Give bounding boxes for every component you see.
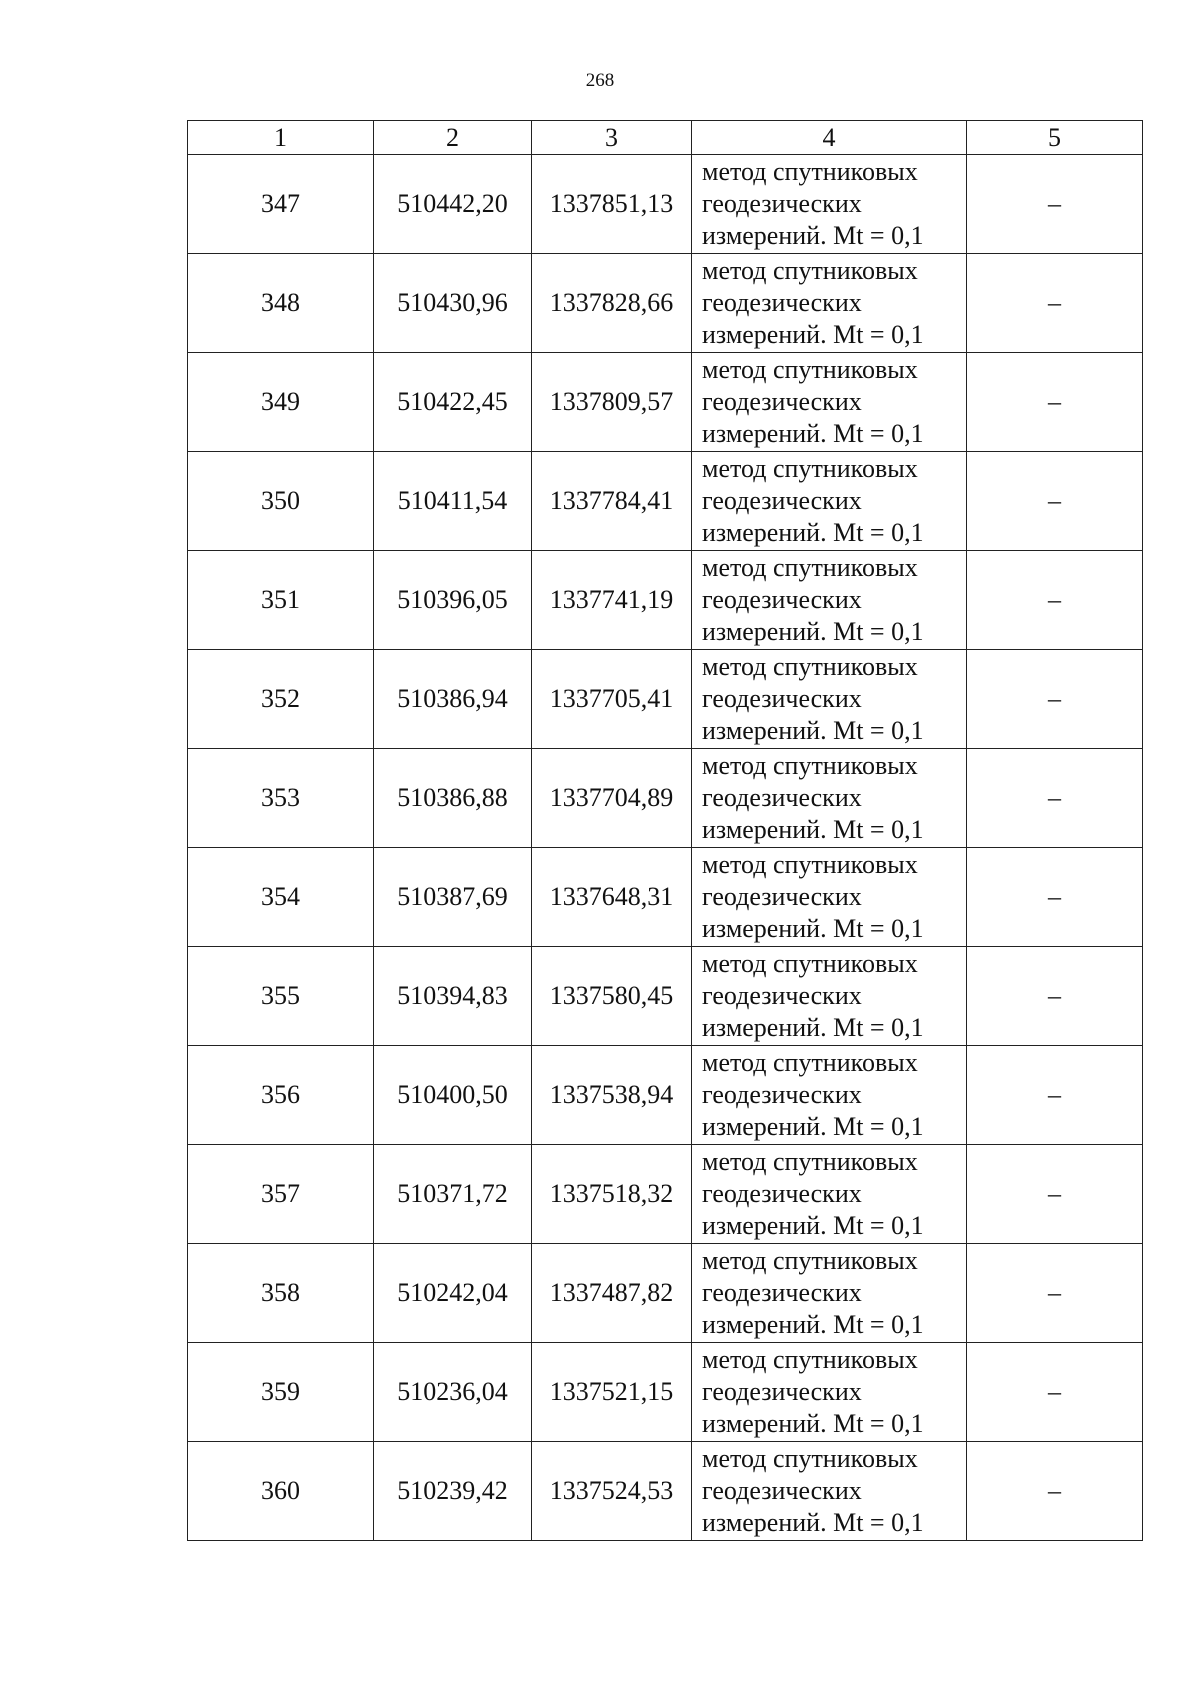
note-cell: – — [967, 452, 1143, 551]
method-line: метод спутниковых — [702, 157, 918, 186]
method-line: измерений. Mt = 0,1 — [702, 518, 924, 547]
method-line: метод спутниковых — [702, 652, 918, 681]
method-cell — [692, 650, 967, 749]
x-coordinate-cell: 510396,05 — [374, 551, 532, 650]
column-header-5: 5 — [967, 121, 1143, 155]
method-line: метод спутниковых — [702, 1048, 918, 1077]
table-row — [188, 848, 1143, 947]
table-row — [188, 551, 1143, 650]
method-line: метод спутниковых — [702, 949, 918, 978]
method-line: геодезических — [702, 387, 862, 416]
method-cell — [692, 848, 967, 947]
method-line: геодезических — [702, 585, 862, 614]
table-header-row — [188, 121, 1143, 155]
y-coordinate-cell: 1337784,41 — [532, 452, 692, 551]
method-cell — [692, 551, 967, 650]
method-line: геодезических — [702, 1476, 862, 1505]
page-number: 268 — [585, 70, 615, 91]
note-cell: – — [967, 947, 1143, 1046]
method-line: метод спутниковых — [702, 256, 918, 285]
method-line: геодезических — [702, 882, 862, 911]
method-line: геодезических — [702, 486, 862, 515]
note-cell: – — [967, 1442, 1143, 1541]
point-number-cell: 350 — [188, 452, 374, 551]
method-line: метод спутниковых — [702, 1444, 918, 1473]
method-line: метод спутниковых — [702, 1345, 918, 1374]
method-line: измерений. Mt = 0,1 — [702, 617, 924, 646]
x-coordinate-cell: 510236,04 — [374, 1343, 532, 1442]
table-row — [188, 254, 1143, 353]
note-cell: – — [967, 749, 1143, 848]
table-row — [188, 1343, 1143, 1442]
table-row — [188, 1244, 1143, 1343]
x-coordinate-cell: 510371,72 — [374, 1145, 532, 1244]
method-line: метод спутниковых — [702, 850, 918, 879]
method-line: геодезических — [702, 189, 862, 218]
method-line: геодезических — [702, 684, 862, 713]
method-line: измерений. Mt = 0,1 — [702, 914, 924, 943]
note-cell: – — [967, 650, 1143, 749]
method-line: измерений. Mt = 0,1 — [702, 1112, 924, 1141]
method-line: геодезических — [702, 981, 862, 1010]
method-cell — [692, 749, 967, 848]
method-line: метод спутниковых — [702, 454, 918, 483]
method-cell — [692, 353, 967, 452]
point-number-cell: 348 — [188, 254, 374, 353]
x-coordinate-cell: 510442,20 — [374, 155, 532, 254]
method-line: метод спутниковых — [702, 1147, 918, 1176]
y-coordinate-cell: 1337851,13 — [532, 155, 692, 254]
x-coordinate-cell: 510242,04 — [374, 1244, 532, 1343]
x-coordinate-cell: 510386,94 — [374, 650, 532, 749]
method-cell — [692, 1046, 967, 1145]
y-coordinate-cell: 1337487,82 — [532, 1244, 692, 1343]
x-coordinate-cell: 510411,54 — [374, 452, 532, 551]
x-coordinate-cell: 510430,96 — [374, 254, 532, 353]
table-row — [188, 1046, 1143, 1145]
method-line: метод спутниковых — [702, 355, 918, 384]
method-line: геодезических — [702, 1080, 862, 1109]
method-cell — [692, 452, 967, 551]
method-line: измерений. Mt = 0,1 — [702, 221, 924, 250]
table-row — [188, 452, 1143, 551]
point-number-cell: 354 — [188, 848, 374, 947]
method-line: геодезических — [702, 288, 862, 317]
point-number-cell: 356 — [188, 1046, 374, 1145]
table-row — [188, 947, 1143, 1046]
point-number-cell: 351 — [188, 551, 374, 650]
coordinates-table — [187, 120, 1143, 1541]
point-number-cell: 353 — [188, 749, 374, 848]
point-number-cell: 360 — [188, 1442, 374, 1541]
note-cell: – — [967, 848, 1143, 947]
method-cell — [692, 1145, 967, 1244]
method-line: метод спутниковых — [702, 751, 918, 780]
y-coordinate-cell: 1337741,19 — [532, 551, 692, 650]
x-coordinate-cell: 510239,42 — [374, 1442, 532, 1541]
method-line: измерений. Mt = 0,1 — [702, 419, 924, 448]
y-coordinate-cell: 1337705,41 — [532, 650, 692, 749]
method-cell — [692, 1343, 967, 1442]
y-coordinate-cell: 1337648,31 — [532, 848, 692, 947]
method-line: геодезических — [702, 783, 862, 812]
x-coordinate-cell: 510394,83 — [374, 947, 532, 1046]
point-number-cell: 359 — [188, 1343, 374, 1442]
table-row — [188, 650, 1143, 749]
table-row — [188, 1145, 1143, 1244]
method-line: измерений. Mt = 0,1 — [702, 1310, 924, 1339]
table-row — [188, 353, 1143, 452]
x-coordinate-cell: 510386,88 — [374, 749, 532, 848]
point-number-cell: 347 — [188, 155, 374, 254]
method-line: измерений. Mt = 0,1 — [702, 1508, 924, 1537]
method-cell — [692, 1244, 967, 1343]
note-cell: – — [967, 1046, 1143, 1145]
x-coordinate-cell: 510400,50 — [374, 1046, 532, 1145]
x-coordinate-cell: 510387,69 — [374, 848, 532, 947]
y-coordinate-cell: 1337704,89 — [532, 749, 692, 848]
method-line: измерений. Mt = 0,1 — [702, 1409, 924, 1438]
method-line: геодезических — [702, 1179, 862, 1208]
y-coordinate-cell: 1337809,57 — [532, 353, 692, 452]
note-cell: – — [967, 353, 1143, 452]
method-cell — [692, 947, 967, 1046]
y-coordinate-cell: 1337580,45 — [532, 947, 692, 1046]
point-number-cell: 357 — [188, 1145, 374, 1244]
y-coordinate-cell: 1337828,66 — [532, 254, 692, 353]
y-coordinate-cell: 1337518,32 — [532, 1145, 692, 1244]
method-cell — [692, 155, 967, 254]
column-header-3: 3 — [532, 121, 692, 155]
method-line: измерений. Mt = 0,1 — [702, 320, 924, 349]
note-cell: – — [967, 1244, 1143, 1343]
y-coordinate-cell: 1337524,53 — [532, 1442, 692, 1541]
point-number-cell: 352 — [188, 650, 374, 749]
column-header-1: 1 — [188, 121, 374, 155]
column-header-2: 2 — [374, 121, 532, 155]
method-line: метод спутниковых — [702, 553, 918, 582]
method-cell — [692, 254, 967, 353]
note-cell: – — [967, 1145, 1143, 1244]
method-line: измерений. Mt = 0,1 — [702, 1013, 924, 1042]
table-row — [188, 1442, 1143, 1541]
method-cell — [692, 1442, 967, 1541]
note-cell: – — [967, 155, 1143, 254]
method-line: геодезических — [702, 1278, 862, 1307]
method-line: геодезических — [702, 1377, 862, 1406]
x-coordinate-cell: 510422,45 — [374, 353, 532, 452]
note-cell: – — [967, 551, 1143, 650]
table-row — [188, 155, 1143, 254]
point-number-cell: 358 — [188, 1244, 374, 1343]
method-line: метод спутниковых — [702, 1246, 918, 1275]
note-cell: – — [967, 1343, 1143, 1442]
y-coordinate-cell: 1337538,94 — [532, 1046, 692, 1145]
table-row — [188, 749, 1143, 848]
method-line: измерений. Mt = 0,1 — [702, 716, 924, 745]
method-line: измерений. Mt = 0,1 — [702, 1211, 924, 1240]
column-header-4: 4 — [692, 121, 967, 155]
y-coordinate-cell: 1337521,15 — [532, 1343, 692, 1442]
method-line: измерений. Mt = 0,1 — [702, 815, 924, 844]
note-cell: – — [967, 254, 1143, 353]
point-number-cell: 355 — [188, 947, 374, 1046]
point-number-cell: 349 — [188, 353, 374, 452]
